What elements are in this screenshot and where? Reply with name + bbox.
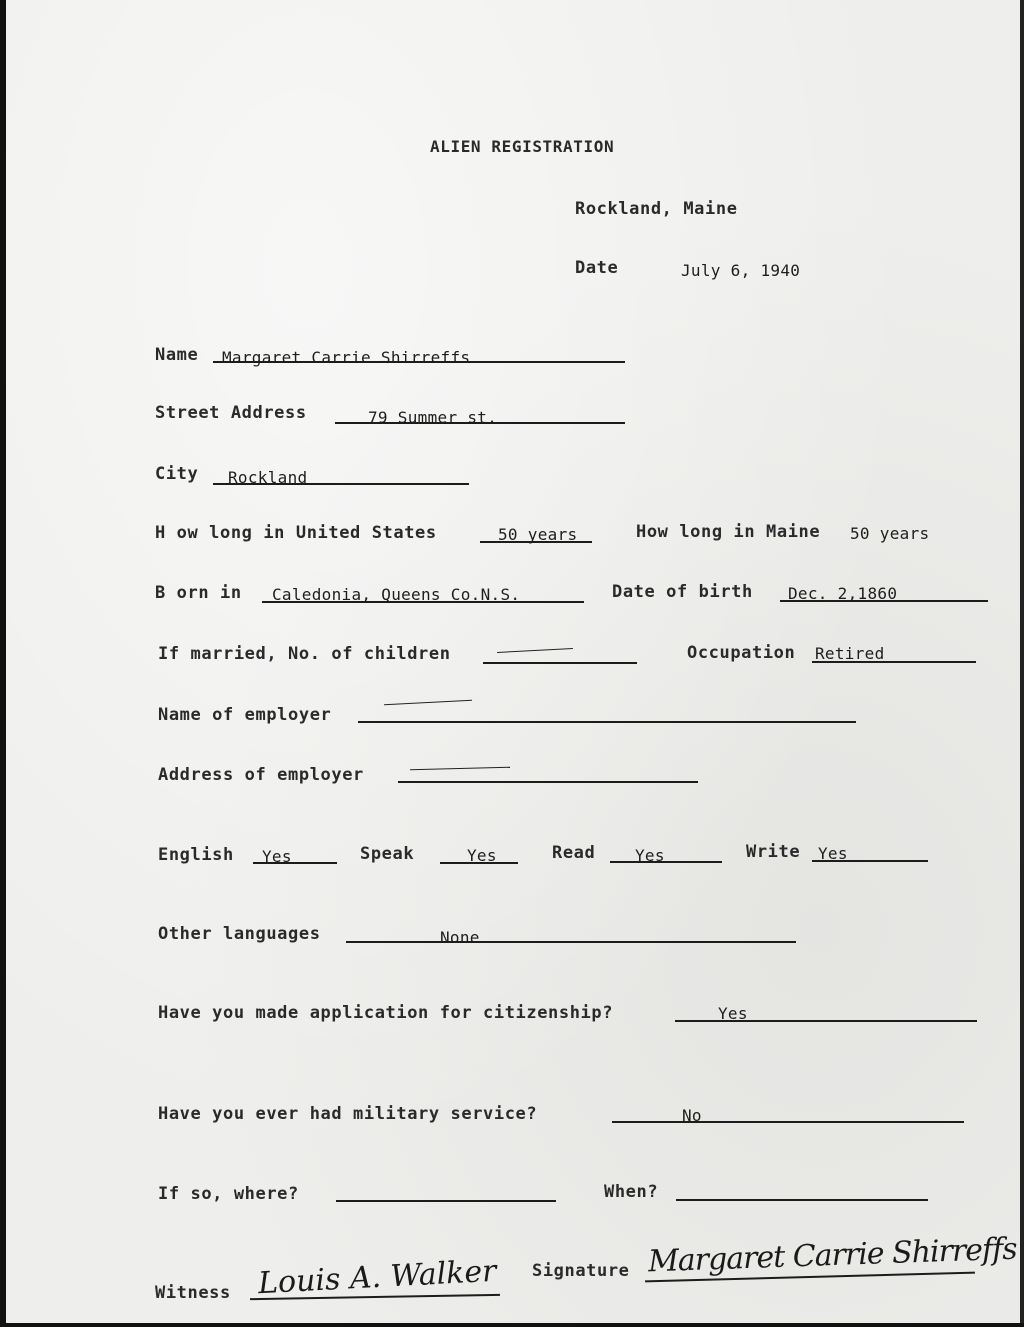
us-duration-value: 50 years: [498, 525, 578, 544]
write-value: Yes: [818, 844, 848, 863]
city-line: [213, 483, 469, 485]
children-dash: [497, 648, 573, 653]
name-label: Name: [155, 345, 199, 365]
children-label: If married, No. of children: [158, 644, 451, 664]
maine-duration-value: 50 years: [850, 524, 930, 543]
write-label: Write: [746, 842, 801, 862]
born-line: [262, 601, 584, 603]
employer-address-dash: [410, 767, 510, 771]
speak-line: [440, 862, 518, 864]
form-title: ALIEN REGISTRATION: [430, 137, 615, 156]
english-line: [253, 862, 337, 864]
other-languages-value: None: [440, 928, 480, 947]
dob-value: Dec. 2,1860: [788, 584, 898, 603]
citizenship-line: [675, 1020, 977, 1022]
us-duration-line: [480, 541, 592, 543]
born-label: B orn in: [155, 583, 242, 603]
read-value: Yes: [635, 846, 665, 865]
where-label: If so, where?: [158, 1184, 299, 1204]
date-label: Date: [575, 258, 619, 278]
occupation-value: Retired: [815, 644, 885, 663]
children-line: [483, 662, 637, 664]
maine-duration-label: How long in Maine: [636, 522, 821, 542]
scan-edge-left: [0, 0, 6, 1327]
city-label: City: [155, 464, 199, 484]
speak-label: Speak: [360, 844, 415, 864]
when-line: [676, 1199, 928, 1201]
speak-value: Yes: [467, 846, 497, 865]
city-value: Rockland: [228, 468, 308, 487]
born-value: Caledonia, Queens Co.N.S.: [272, 585, 521, 604]
employer-address-line: [398, 781, 698, 783]
scan-edge-bottom: [0, 1323, 1024, 1327]
applicant-signature: Margaret Carrie Shirreffs: [647, 1231, 1018, 1280]
witness-signature: Louis A. Walker: [257, 1253, 498, 1302]
military-value: No: [682, 1106, 702, 1125]
us-duration-label: H ow long in United States: [155, 523, 437, 543]
where-line: [336, 1200, 556, 1202]
employer-address-label: Address of employer: [158, 765, 364, 785]
employer-name-line: [358, 721, 856, 723]
when-label: When?: [604, 1182, 659, 1202]
dob-label: Date of birth: [612, 582, 753, 602]
signature-label: Signature: [532, 1261, 630, 1281]
employer-name-label: Name of employer: [158, 705, 332, 725]
form-place: Rockland, Maine: [575, 199, 738, 219]
date-value: July 6, 1940: [681, 261, 801, 280]
name-line: [213, 361, 625, 363]
other-languages-label: Other languages: [158, 924, 321, 944]
read-label: Read: [552, 843, 596, 863]
english-label: English: [158, 845, 234, 865]
write-line: [812, 860, 928, 862]
employer-name-dash: [384, 700, 472, 706]
street-value: 79 Summer st.: [368, 408, 498, 427]
citizenship-label: Have you made application for citizenship?: [158, 1003, 614, 1023]
citizenship-value: Yes: [718, 1004, 748, 1023]
military-label: Have you ever had military service?: [158, 1104, 538, 1124]
english-value: Yes: [262, 847, 292, 866]
military-line: [612, 1121, 964, 1123]
read-line: [610, 861, 722, 863]
dob-line: [780, 600, 988, 602]
occupation-label: Occupation: [687, 643, 796, 663]
witness-label: Witness: [155, 1283, 231, 1303]
name-value: Margaret Carrie Shirreffs: [222, 348, 471, 367]
street-label: Street Address: [155, 403, 307, 423]
street-line: [335, 422, 625, 424]
occupation-line: [812, 661, 976, 663]
other-languages-line: [346, 941, 796, 943]
scan-edge-right: [1020, 0, 1024, 1327]
